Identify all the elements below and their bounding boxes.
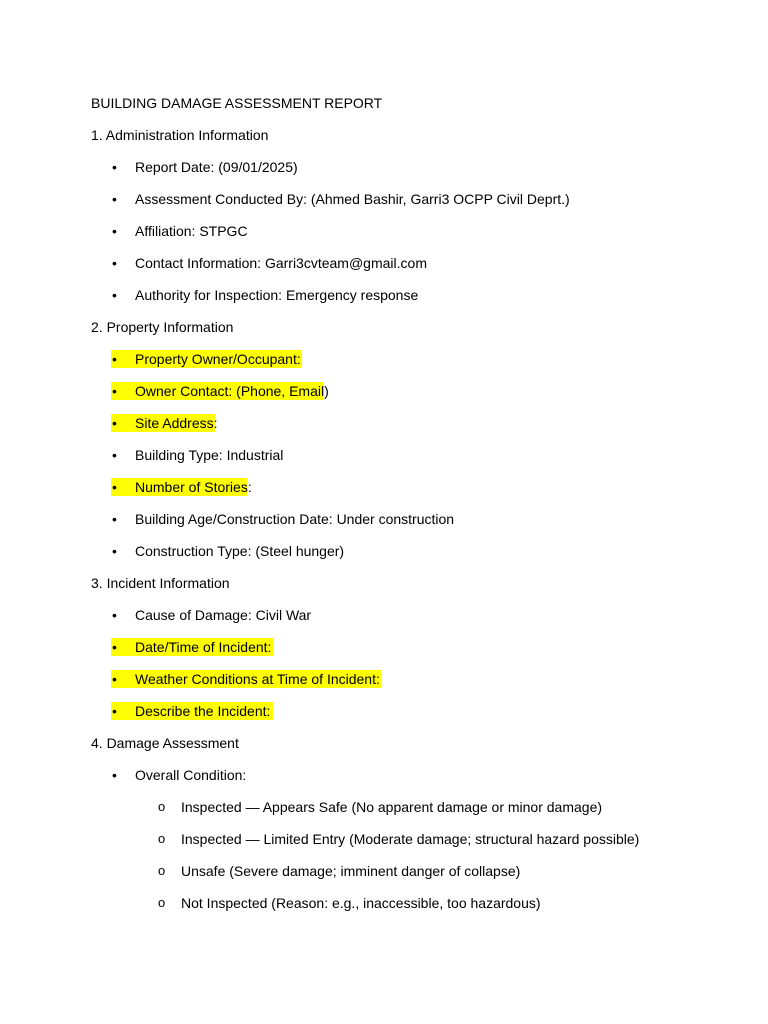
circle-bullet-icon: o <box>158 895 166 910</box>
number-of-stories-label: Number of Stories <box>135 479 248 495</box>
list-item: • Overall Condition: <box>112 767 247 783</box>
section-heading-property: 2. Property Information <box>91 319 234 335</box>
sub-list-item: o Inspected — Appears Safe (No apparent damage or minor damage) <box>158 799 603 815</box>
bullet-icon: • <box>112 255 117 271</box>
list-item: • Authority for Inspection: Emergency response <box>112 287 419 303</box>
list-item: • Affiliation: STPGC <box>112 223 248 239</box>
list-item: • Building Age/Construction Date: Under construction <box>112 511 455 527</box>
bullet-icon: • <box>112 447 117 463</box>
bullet-icon: • <box>112 639 117 655</box>
circle-bullet-icon: o <box>158 831 166 846</box>
sub-list-item: o Not Inspected (Reason: e.g., inaccessible, too hazardous) <box>158 895 541 911</box>
section-heading-administration: 1. Administration Information <box>91 127 269 143</box>
list-item: • Construction Type: (Steel hunger) <box>112 543 345 559</box>
sub-list-item: o Unsafe (Severe damage; imminent danger of collapse) <box>158 863 521 879</box>
bullet-icon: • <box>112 383 117 399</box>
list-item: • Cause of Damage: Civil War <box>112 607 312 623</box>
bullet-icon: • <box>112 767 117 783</box>
report-title: BUILDING DAMAGE ASSESSMENT REPORT <box>91 95 383 111</box>
list-item: • Report Date: (09/01/2025) <box>112 159 298 175</box>
list-item-highlighted: • Describe the Incident: <box>0 701 768 721</box>
list-item-partially-highlighted <box>0 477 768 497</box>
list-item: • Contact Information: Garri3cvteam@gmail.com <box>112 255 427 271</box>
bullet-icon: • <box>112 191 117 207</box>
number-of-stories-colon: : <box>247 479 252 495</box>
sub-list-item: o Inspected — Limited Entry (Moderate damage; structural hazard possible) <box>158 831 640 847</box>
list-item-highlighted: • Property Owner/Occupant: <box>112 351 301 367</box>
section-heading-incident: 3. Incident Information <box>91 575 230 591</box>
section-heading-damage: 4. Damage Assessment <box>91 735 239 751</box>
bullet-icon: • <box>112 415 117 431</box>
circle-bullet-icon: o <box>158 863 166 878</box>
list-item-highlighted: • Weather Conditions at Time of Incident: <box>112 671 380 687</box>
list-item: • Building Type: Industrial <box>112 447 284 463</box>
list-item-highlighted: • Owner Contact: (Phone, Email) <box>112 383 329 399</box>
list-item-highlighted: • Site Address: <box>112 415 218 431</box>
list-item-highlighted: • Date/Time of Incident: <box>0 637 768 657</box>
circle-bullet-icon: o <box>158 799 166 814</box>
bullet-icon: • <box>112 223 117 239</box>
list-item: • Assessment Conducted By: (Ahmed Bashir, Garri3 OCPP Civil Deprt.) <box>112 191 570 207</box>
bullet-icon: • <box>112 351 117 367</box>
bullet-icon: • <box>112 543 117 559</box>
bullet-icon: • <box>112 479 117 495</box>
bullet-icon: • <box>112 607 117 623</box>
bullet-icon: • <box>112 159 117 175</box>
bullet-icon: • <box>112 287 117 303</box>
bullet-icon: • <box>112 671 117 687</box>
bullet-icon: • <box>112 703 117 719</box>
bullet-icon: • <box>112 511 117 527</box>
